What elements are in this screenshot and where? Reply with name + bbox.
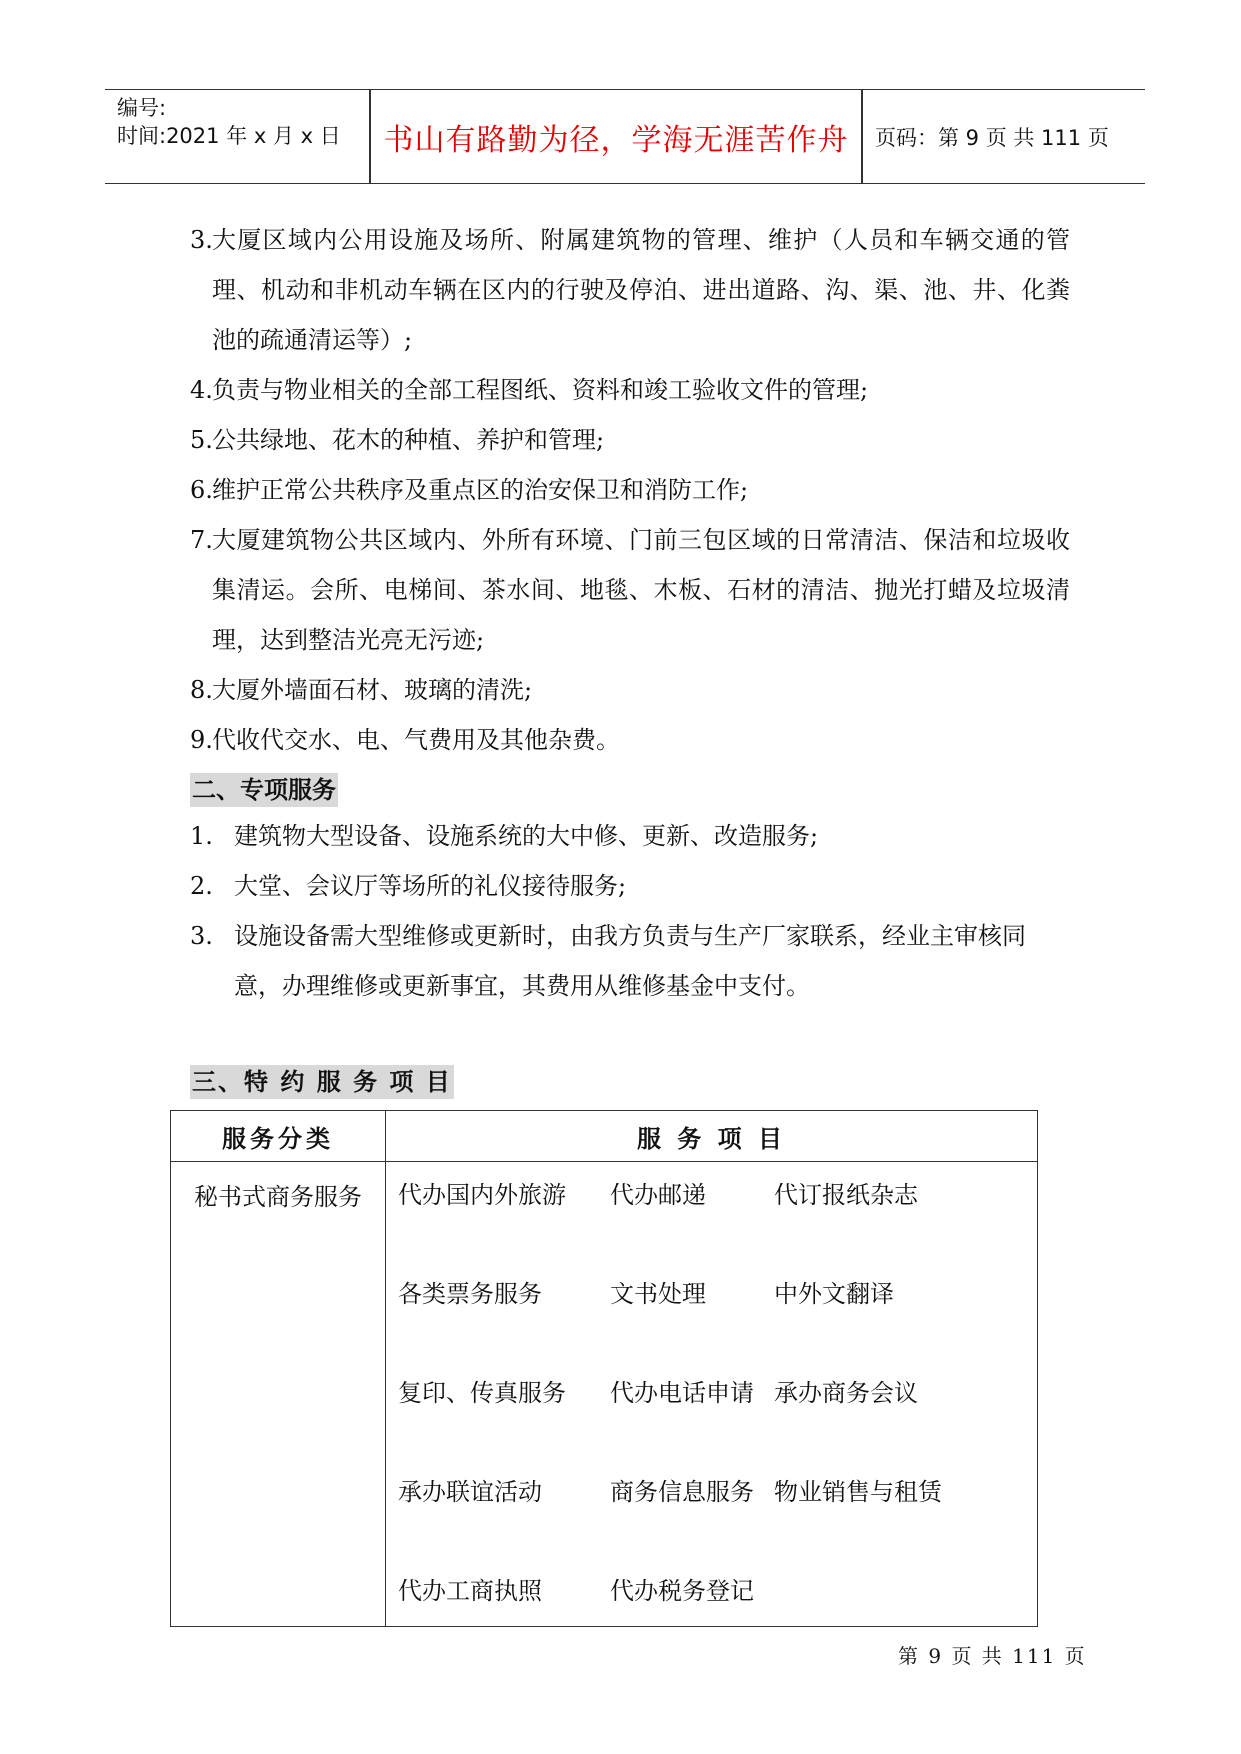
service-item: 代办税务登记: [610, 1577, 754, 1605]
list-item: [190, 911, 1070, 1011]
list-item-text: 大厦建筑物公共区域内、外所有环境、门前三包区域的日常清洁、保洁和垃圾收集清运。会所、电梯间、茶水间、地毯、木板、石材的清洁、抛光打蜡及垃圾清理，达到整洁光亮无污迹;: [212, 526, 1070, 654]
list-item-number: 7.: [190, 526, 213, 554]
list-item: [190, 365, 1070, 415]
premium-services-table-wrapper: [170, 1110, 1038, 1627]
service-row: [398, 1269, 1025, 1368]
services-cell: [386, 1162, 1038, 1627]
service-row: [398, 1368, 1025, 1467]
service-item: 承办联谊活动: [398, 1478, 542, 1506]
service-item: 物业销售与租赁: [774, 1478, 942, 1506]
list-item-number: 1.: [190, 822, 213, 850]
service-item: 代办邮递: [610, 1181, 706, 1209]
list-item-number: 2.: [190, 872, 213, 900]
list-item: [190, 465, 1070, 515]
list-item-text: 建筑物大型设备、设施系统的大中修、更新、改造服务;: [234, 822, 819, 850]
section-heading-special: 二、专项服务: [190, 773, 338, 807]
list-item: [190, 215, 1070, 365]
service-item: 商务信息服务: [610, 1478, 754, 1506]
list-item: [190, 415, 1070, 465]
special-service-list: [190, 811, 1070, 1011]
number-label: 编号:: [117, 96, 167, 120]
header-motto: 书山有路勤为径，学海无涯苦作舟: [383, 122, 849, 158]
service-item: 代办国内外旅游: [398, 1181, 566, 1209]
list-item-number: 6.: [190, 476, 213, 504]
header-divider: [861, 90, 863, 183]
list-item: [190, 861, 1070, 911]
list-item-text: 设施设备需大型维修或更新时，由我方负责与生产厂家联系，经业主审核同意，办理维修或更新事宜，其费用从维修基金中支付。: [234, 922, 1026, 1000]
list-item-number: 4.: [190, 376, 213, 404]
service-item: [774, 1566, 974, 1620]
premium-services-table: [170, 1110, 1038, 1627]
service-row: [398, 1467, 1025, 1566]
page-footer: 第 9 页 共 111 页: [898, 1644, 1087, 1668]
list-item-number: 5.: [190, 426, 213, 454]
service-item: 各类票务服务: [398, 1280, 542, 1308]
service-item: 代办工商执照: [398, 1577, 542, 1605]
service-row: [398, 1566, 1025, 1620]
category-cell: 秘书式商务服务: [171, 1162, 386, 1627]
list-item-number: 3.: [190, 226, 213, 254]
list-item-text: 维护正常公共秩序及重点区的治安保卫和消防工作;: [212, 476, 749, 504]
list-item-text: 负责与物业相关的全部工程图纸、资料和竣工验收文件的管理;: [212, 376, 869, 404]
table-row: [171, 1162, 1038, 1627]
header-page-number: 页码：第 9 页 共 111 页: [875, 125, 1109, 150]
service-item: 代办电话申请: [610, 1379, 754, 1407]
service-item: 文书处理: [610, 1280, 706, 1308]
service-list: [190, 215, 1070, 765]
document-body: [190, 215, 1070, 1103]
list-item-text: 大厦区域内公用设施及场所、附属建筑物的管理、维护（人员和车辆交通的管理、机动和非机动车辆在区内的行驶及停泊、进出道路、沟、渠、池、井、化粪池的疏通清运等）;: [212, 226, 1070, 354]
list-item-number: 9.: [190, 726, 213, 754]
table-header-row: [171, 1111, 1038, 1162]
column-header-services: 服 务 项 目: [386, 1111, 1038, 1162]
service-item: 复印、传真服务: [398, 1379, 566, 1407]
service-item: 承办商务会议: [774, 1379, 918, 1407]
services-grid: [398, 1170, 1025, 1620]
list-item: [190, 715, 1070, 765]
list-item: [190, 811, 1070, 861]
list-item-number: 3.: [190, 922, 213, 950]
page-header: [105, 89, 1145, 184]
list-item-number: 8.: [190, 676, 213, 704]
service-item: 代订报纸杂志: [774, 1181, 918, 1209]
time-label: 时间:2021 年 x 月 x 日: [117, 124, 341, 148]
list-item: [190, 515, 1070, 665]
list-item-text: 大厦外墙面石材、玻璃的清洗;: [212, 676, 533, 704]
list-item: [190, 665, 1070, 715]
list-item-text: 代收代交水、电、气费用及其他杂费。: [212, 726, 620, 754]
list-item-text: 公共绿地、花木的种植、养护和管理;: [212, 426, 605, 454]
service-item: 中外文翻译: [774, 1280, 894, 1308]
header-meta: [117, 90, 367, 187]
section-heading-premium: 三、特 约 服 务 项 目: [190, 1065, 454, 1099]
list-item-text: 大堂、会议厅等场所的礼仪接待服务;: [234, 872, 627, 900]
service-row: [398, 1170, 1025, 1269]
column-header-category: 服务分类: [171, 1111, 386, 1162]
